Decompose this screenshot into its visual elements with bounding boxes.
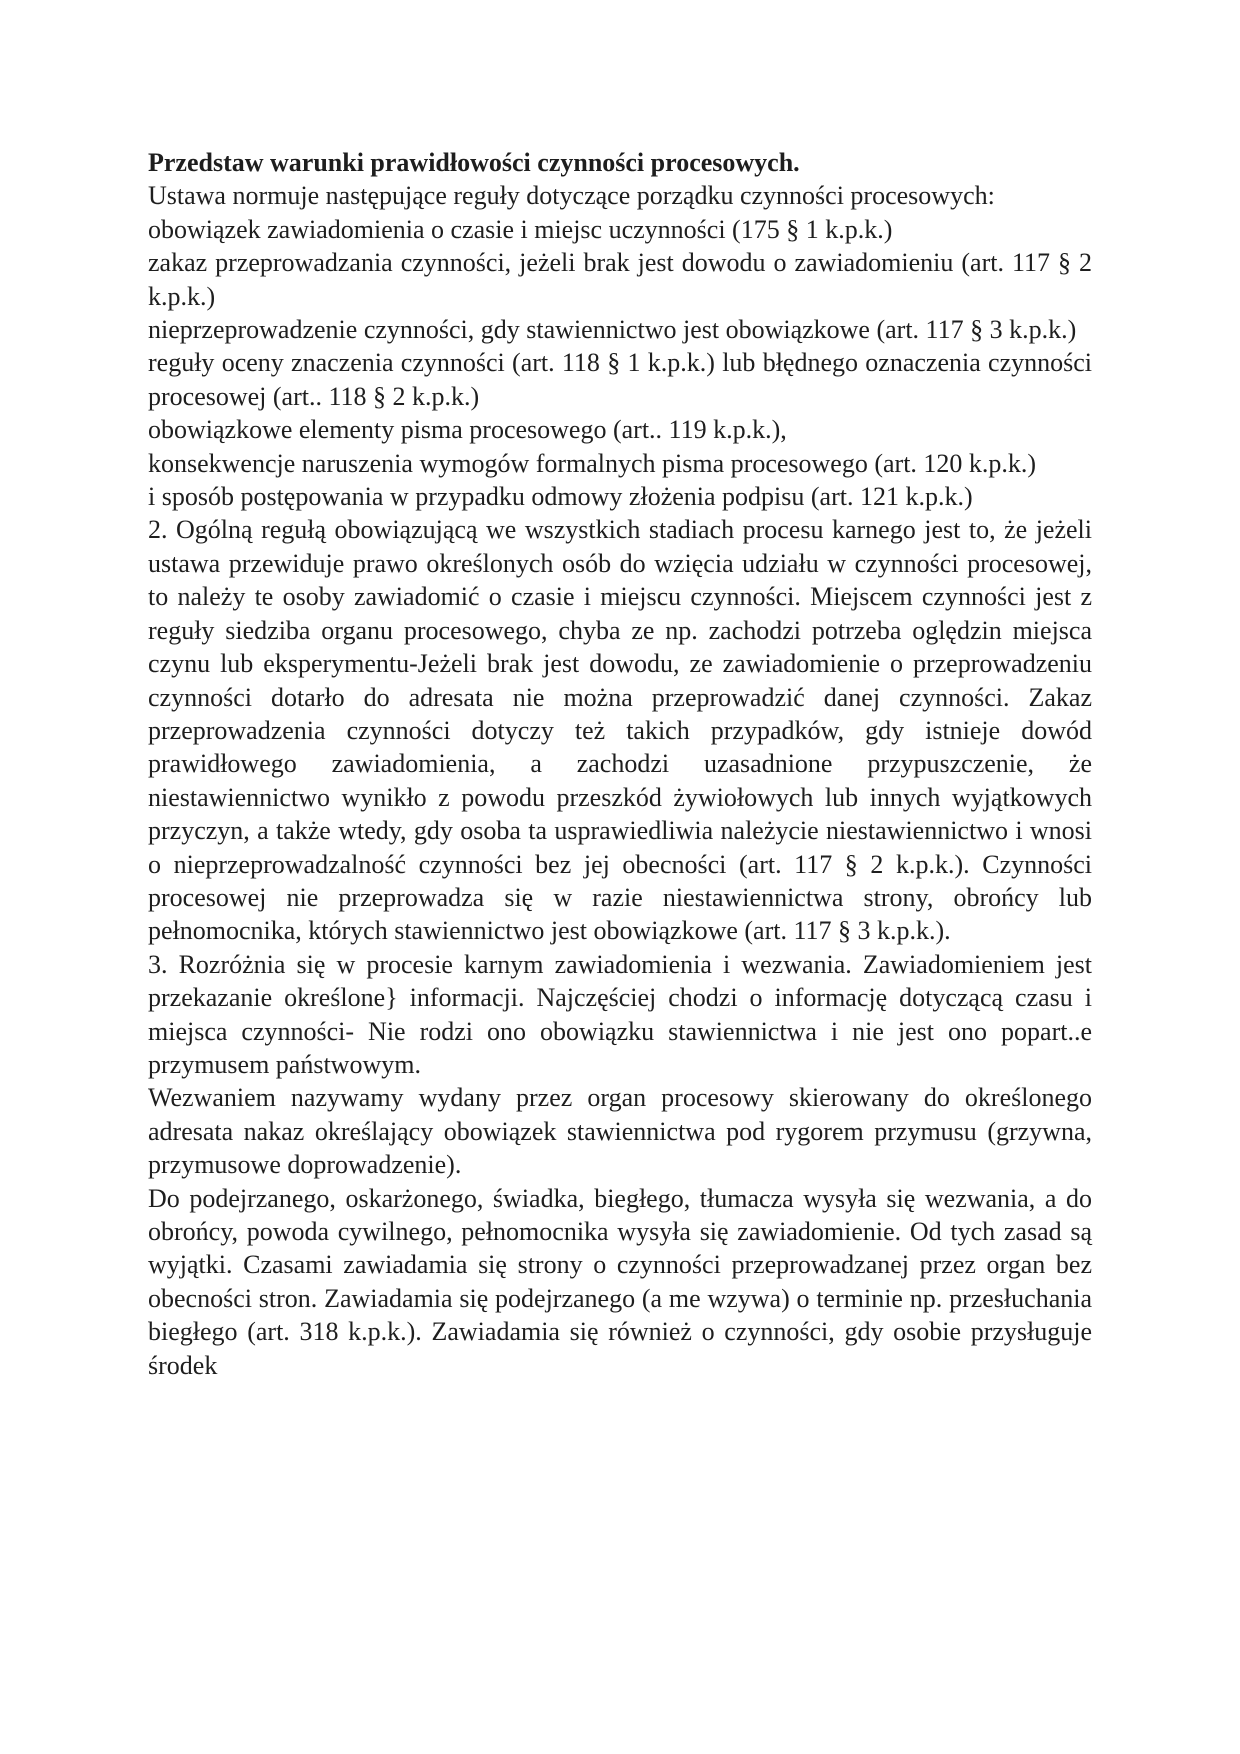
summons-definition-paragraph: Wezwaniem nazywamy wydany przez organ procesowy skierowany do określonego adresata nakaz określający obowiązek stawiennictwa pod rygorem przymusu (grzywna, przymusowe doprowadzenie). [148, 1083, 1092, 1180]
section-2-paragraph: 2. Ogólną regułą obowiązującą we wszystkich stadiach procesu karnego jest to, że jeżeli ustawa przewiduje prawo określonych osób do wzięcia udziału w czynności procesowej, to należy te osoby zawiadomić o czasie i miejscu czynności. Miejscem czynności jest z reguły siedziba organu procesowego, chyba ze np. zachodzi potrzeba oględzin miejsca czynu lub eksperymentu-Jeżeli brak jest dowodu, ze zawiadomienie o przeprowadzeniu czynności dotarło do adresata nie można przeprowadzić danej czynności. Zakaz przeprowadzenia czynności dotyczy też takich przypadków, gdy istnieje dowód prawidłowego zawiadomienia, a zachodzi uzasadnione przypuszczenie, że niestawiennictwo wynikło z powodu przeszkód żywiołowych lub innych wyjątkowych przyczyn, a także wtedy, gdy osoba ta usprawiedliwia należycie niestawiennictwo i wnosi o nieprzeprowadzalność czynności bez jej obecności (art. 117 § 2 k.p.k.). Czynności procesowej nie przeprowadza się w razie niestawiennictwa strony, obrońcy lub pełnomocnika, których stawiennictwo jest obowiązkowe (art. 117 § 3 k.p.k.). [148, 515, 1092, 946]
document-page [148, 146, 1092, 1382]
rule-item: i sposób postępowania w przypadku odmowy złożenia podpisu (art. 121 k.p.k.) [148, 482, 973, 512]
document-title: Przedstaw warunki prawidłowości czynności procesowych. [148, 148, 800, 177]
rule-item: nieprzeprowadzenie czynności, gdy stawiennictwo jest obowiązkowe (art. 117 § 3 k.p.k.) [148, 315, 1077, 345]
rule-item: obowiązkowe elementy pisma procesowego (art.. 119 k.p.k.), [148, 415, 787, 445]
intro-paragraph: Ustawa normuje następujące reguły dotyczące porządku czynności procesowych: [148, 181, 995, 211]
rule-item: zakaz przeprowadzania czynności, jeżeli brak jest dowodu o zawiadomieniu (art. 117 § 2 k.p.k.) [148, 248, 1092, 311]
section-3-paragraph: 3. Rozróżnia się w procesie karnym zawiadomienia i wezwania. Zawiadomieniem jest przekazanie określone} informacji. Najczęściej chodzi o informację dotyczącą czasu i miejsca czynności- Nie rodzi ono obowiązku stawiennictwa i nie jest ono popart..e przymusem państwowym. [148, 949, 1092, 1079]
rule-item: reguły oceny znaczenia czynności (art. 118 § 1 k.p.k.) lub błędnego oznaczenia czynności procesowej (art.. 118 § 2 k.p.k.) [148, 348, 1092, 411]
rule-item: obowiązek zawiadomienia o czasie i miejsc uczynności (175 § 1 k.p.k.) [148, 214, 893, 244]
final-paragraph: Do podejrzanego, oskarżonego, świadka, biegłego, tłumacza wysyła się wezwania, a do obrońcy, powoda cywilnego, pełnomocnika wysyła się zawiadomienie. Od tych zasad są wyjątki. Czasami zawiadamia się strony o czynności przeprowadzanej przez organ bez obecności stron. Zawiadamia się podejrzanego (a me wzywa) o terminie np. przesłuchania biegłego (art. 318 k.p.k.). Zawiadamia się również o czynności, gdy osobie przysługuje środek [148, 1183, 1092, 1380]
rule-item: konsekwencje naruszenia wymogów formalnych pisma procesowego (art. 120 k.p.k.) [148, 448, 1037, 478]
